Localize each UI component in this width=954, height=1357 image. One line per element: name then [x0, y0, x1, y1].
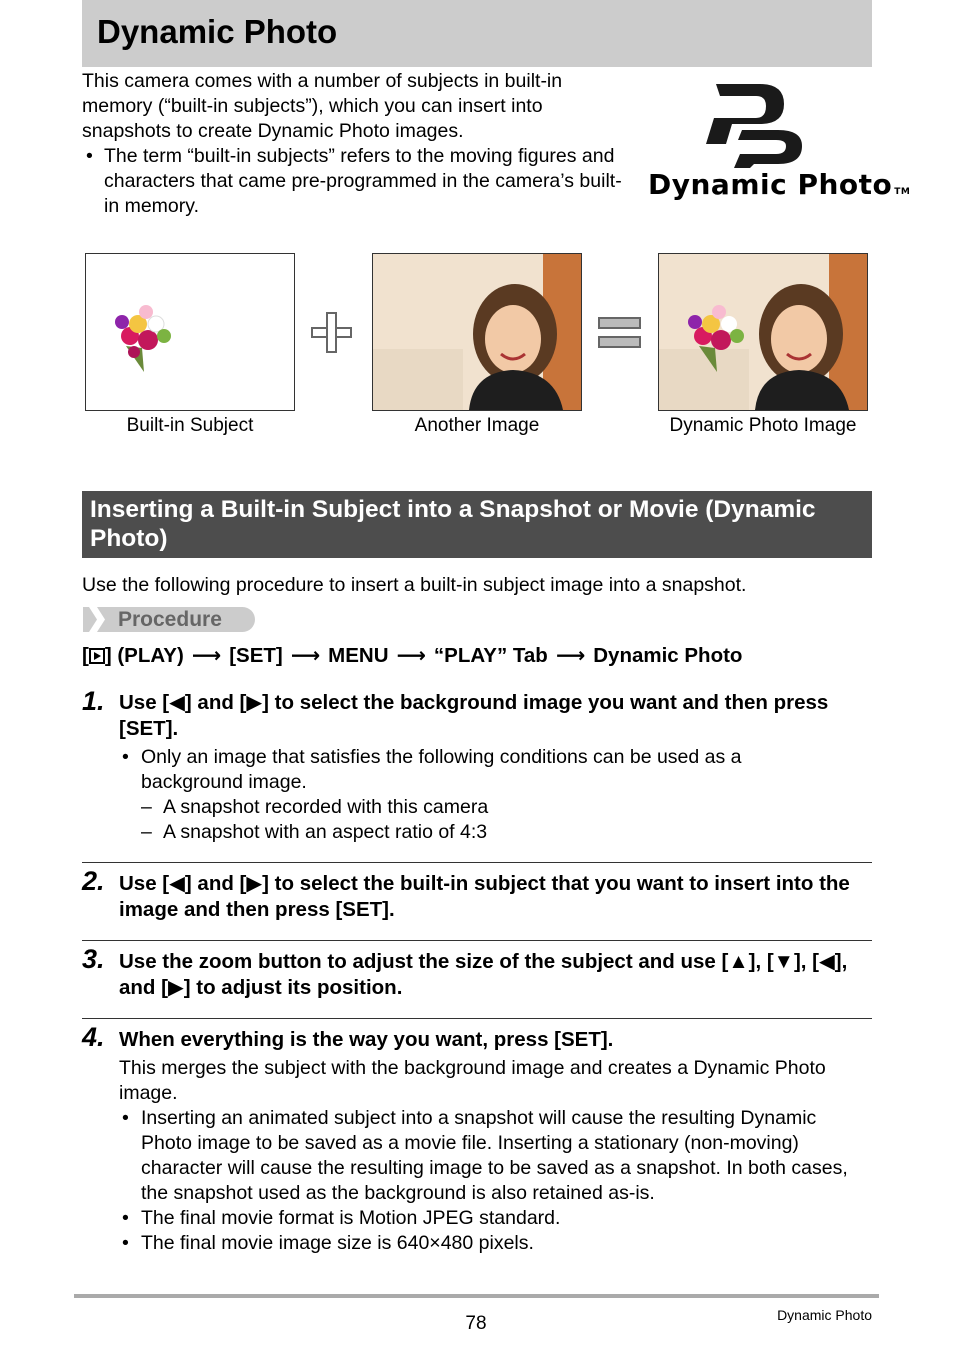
path-set: [SET]: [229, 644, 283, 667]
built-in-subject-image: [85, 253, 295, 411]
plus-sign-vertical-icon: [326, 312, 337, 353]
page-number: 78: [465, 1313, 487, 1334]
woman-portrait-icon: [373, 254, 581, 410]
footer-rule: [74, 1294, 879, 1298]
dynamic-photo-logo-text: [648, 168, 910, 201]
arrow-right-icon: ⟶: [191, 644, 222, 667]
step-1-heading: Use [◀] and [▶] to select the background image you want and then press [SET].: [119, 691, 829, 740]
caption-dynamic-photo-image: Dynamic Photo Image: [669, 415, 857, 436]
intro-bullet: • The term “built-in subjects” refers to the moving figures and characters that came pre-programmed in the camera’s built-in memory.: [82, 144, 627, 219]
menu-path: [82, 643, 742, 669]
path-menu: MENU: [328, 644, 389, 667]
step-4-body: This merges the subject with the background image and creates a Dynamic Photo image.: [119, 1057, 826, 1104]
composite-image-icon: [659, 254, 867, 410]
path-dynamic-photo: Dynamic Photo: [593, 644, 743, 667]
caption-built-in-subject: Built-in Subject: [126, 415, 254, 436]
section-title: Inserting a Built-in Subject into a Snapshot or Movie (Dynamic Photo): [90, 496, 816, 552]
dynamic-photo-logo-icon: [698, 80, 808, 168]
divider: [82, 1018, 872, 1019]
step-4-bullet-3: • The final movie image size is 640×480 pixels.: [119, 1231, 871, 1256]
step-1-condition-2: – A snapshot with an aspect ratio of 4:3: [119, 820, 839, 845]
another-image: [372, 253, 582, 411]
footer-section-title: Dynamic Photo: [777, 1307, 872, 1323]
play-icon: [89, 648, 105, 664]
step-1-bullet: • Only an image that satisfies the following conditions can be used as a background image.: [119, 745, 839, 795]
step-number-4: 4.: [82, 1022, 105, 1052]
step-number-1: 1.: [82, 686, 105, 716]
intro-block: [82, 69, 627, 219]
page-title: Dynamic Photo: [97, 13, 338, 50]
section-intro: Use the following procedure to insert a built-in subject image into a snapshot.: [82, 574, 747, 596]
divider: [82, 940, 872, 941]
dynamic-photo-image: [658, 253, 868, 411]
intro-paragraph: This camera comes with a number of subjects in built-in memory (“built-in subjects”), which you can insert into snapshots to create Dynamic Photo images.: [82, 70, 563, 142]
step-2-heading: Use [◀] and [▶] to select the built-in subject that you want to insert into the image and then press [SET].: [119, 872, 850, 921]
caption-another-image: Another Image: [414, 415, 540, 436]
step-number-2: 2.: [82, 866, 105, 896]
arrow-right-icon: ⟶: [290, 644, 321, 667]
logo-wordmark: Dynamic Photo: [648, 168, 893, 201]
step-4-details: [119, 1056, 871, 1256]
step-4-bullet-2: • The final movie format is Motion JPEG standard.: [119, 1206, 871, 1231]
path-play-tab: “PLAY” Tab: [433, 644, 548, 667]
divider: [82, 862, 872, 863]
step-1-details: [119, 745, 839, 845]
chevron-right-icon: [89, 607, 107, 632]
arrow-right-icon: ⟶: [396, 644, 426, 667]
path-bracket: [: [82, 644, 89, 667]
procedure-label: Procedure: [118, 608, 222, 631]
step-number-3: 3.: [82, 944, 105, 974]
path-play: ] (PLAY): [104, 644, 184, 667]
flower-bouquet-icon: [86, 254, 294, 410]
equals-sign-top-icon: [598, 317, 641, 329]
step-1-condition-1: – A snapshot recorded with this camera: [119, 795, 839, 820]
step-3-heading: Use the zoom button to adjust the size of the subject and use [▲], [▼], [◀], and [▶] to adjust its position.: [119, 950, 848, 999]
equals-sign-bottom-icon: [598, 336, 641, 348]
logo-trademark: TM: [894, 187, 911, 197]
step-4-bullet-1: • Inserting an animated subject into a snapshot will cause the resulting Dynamic Photo image to be saved as a movie file. Inserting a stationary (non-moving) character will cause the resulting image to be saved as a snapshot. In both cases, the snapshot used as the background is also retained as-is.: [119, 1106, 871, 1206]
step-4-heading: When everything is the way you want, press [SET].: [119, 1028, 614, 1051]
arrow-right-icon: ⟶: [555, 644, 586, 667]
